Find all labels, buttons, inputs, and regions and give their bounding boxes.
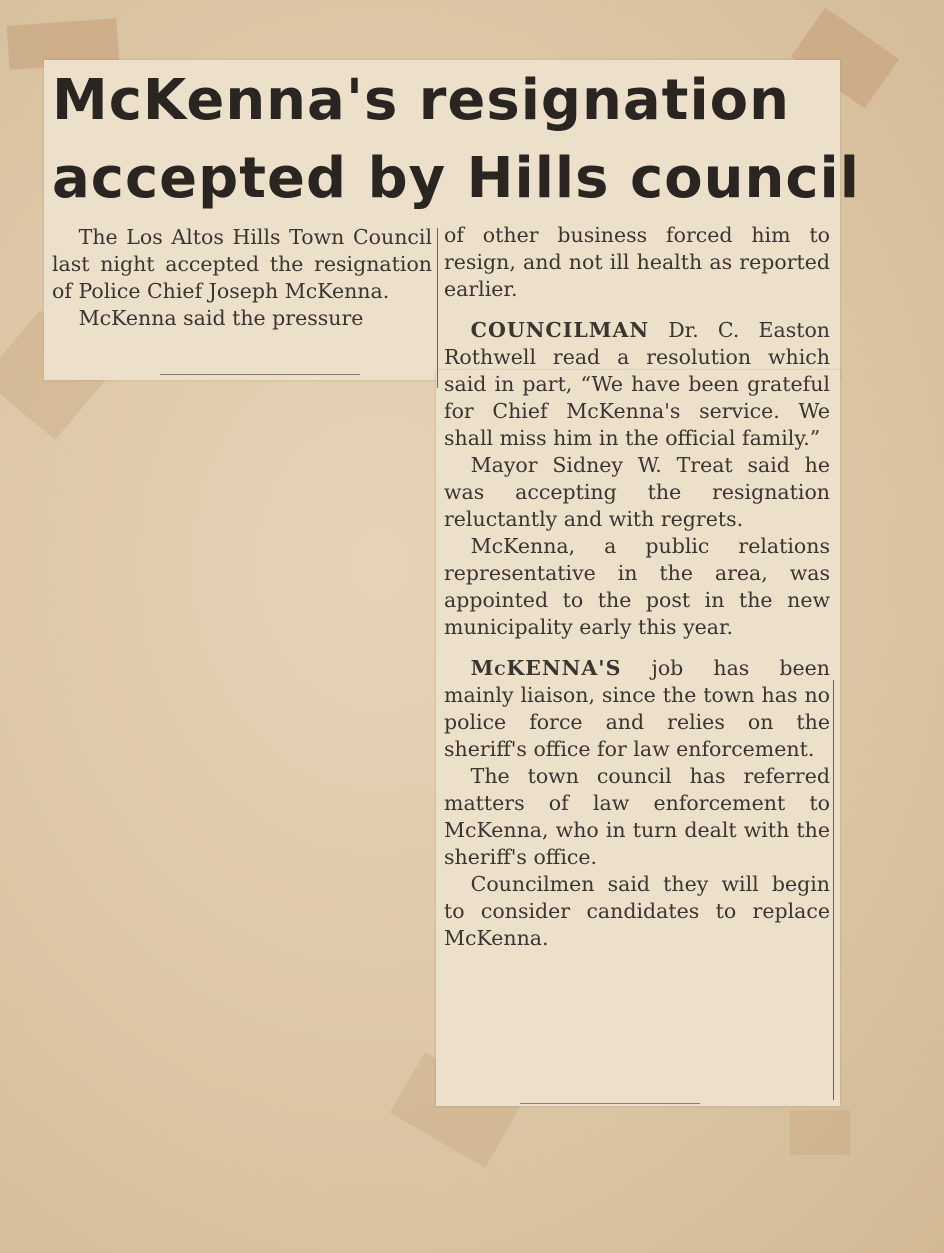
headline-line-2: accepted by Hills council: [52, 146, 860, 211]
headline-line-1: McKenna's resignation: [52, 68, 790, 133]
subhead-mckenna: McKENNA'S: [470, 656, 622, 680]
spacer: [444, 641, 830, 655]
paragraph-intro: The Los Altos Hills Town Council last night accepted the resignation of Police Chief Joseph McKenna.: [52, 225, 432, 303]
right-column: [444, 222, 830, 952]
paragraph-pressure: McKenna said the pressure: [78, 306, 364, 330]
left-column: [52, 224, 432, 332]
paragraph-councilman-text: Dr. C. Easton Rothwell read a resolution which said in part, “We have been grateful for Chief McKenna's service. We shall miss him in the official family.”: [444, 318, 830, 450]
paragraph-candidates: Councilmen said they will begin to consider candidates to replace McKenna.: [444, 872, 830, 950]
article-end-rule: [520, 1103, 700, 1104]
paragraph-liaison-text: job has been mainly liaison, since the town has no police force and relies on the sheriff's office for law enforcement.: [444, 656, 830, 761]
right-edge-rule: [833, 680, 834, 1100]
column-rule: [437, 228, 438, 388]
spacer: [444, 303, 830, 317]
paragraph-continuation: of other business forced him to resign, and not ill health as reported earlier.: [444, 223, 830, 301]
paragraph-referred: The town council has referred matters of law enforcement to McKenna, who in turn dealt with the sheriff's office.: [444, 764, 830, 869]
paragraph-liaison: [444, 655, 830, 763]
paragraph-councilman: [444, 317, 830, 452]
tape-bottom-right: [790, 1110, 850, 1155]
headline: [52, 62, 860, 218]
paragraph-appointed: McKenna, a public relations representative in the area, was appointed to the post in the new municipality early this year.: [444, 534, 830, 639]
paragraph-mayor: Mayor Sidney W. Treat said he was accepting the resignation reluctantly and with regrets.: [444, 453, 830, 531]
subhead-councilman: COUNCILMAN: [470, 318, 650, 342]
column-end-rule: [160, 374, 360, 375]
